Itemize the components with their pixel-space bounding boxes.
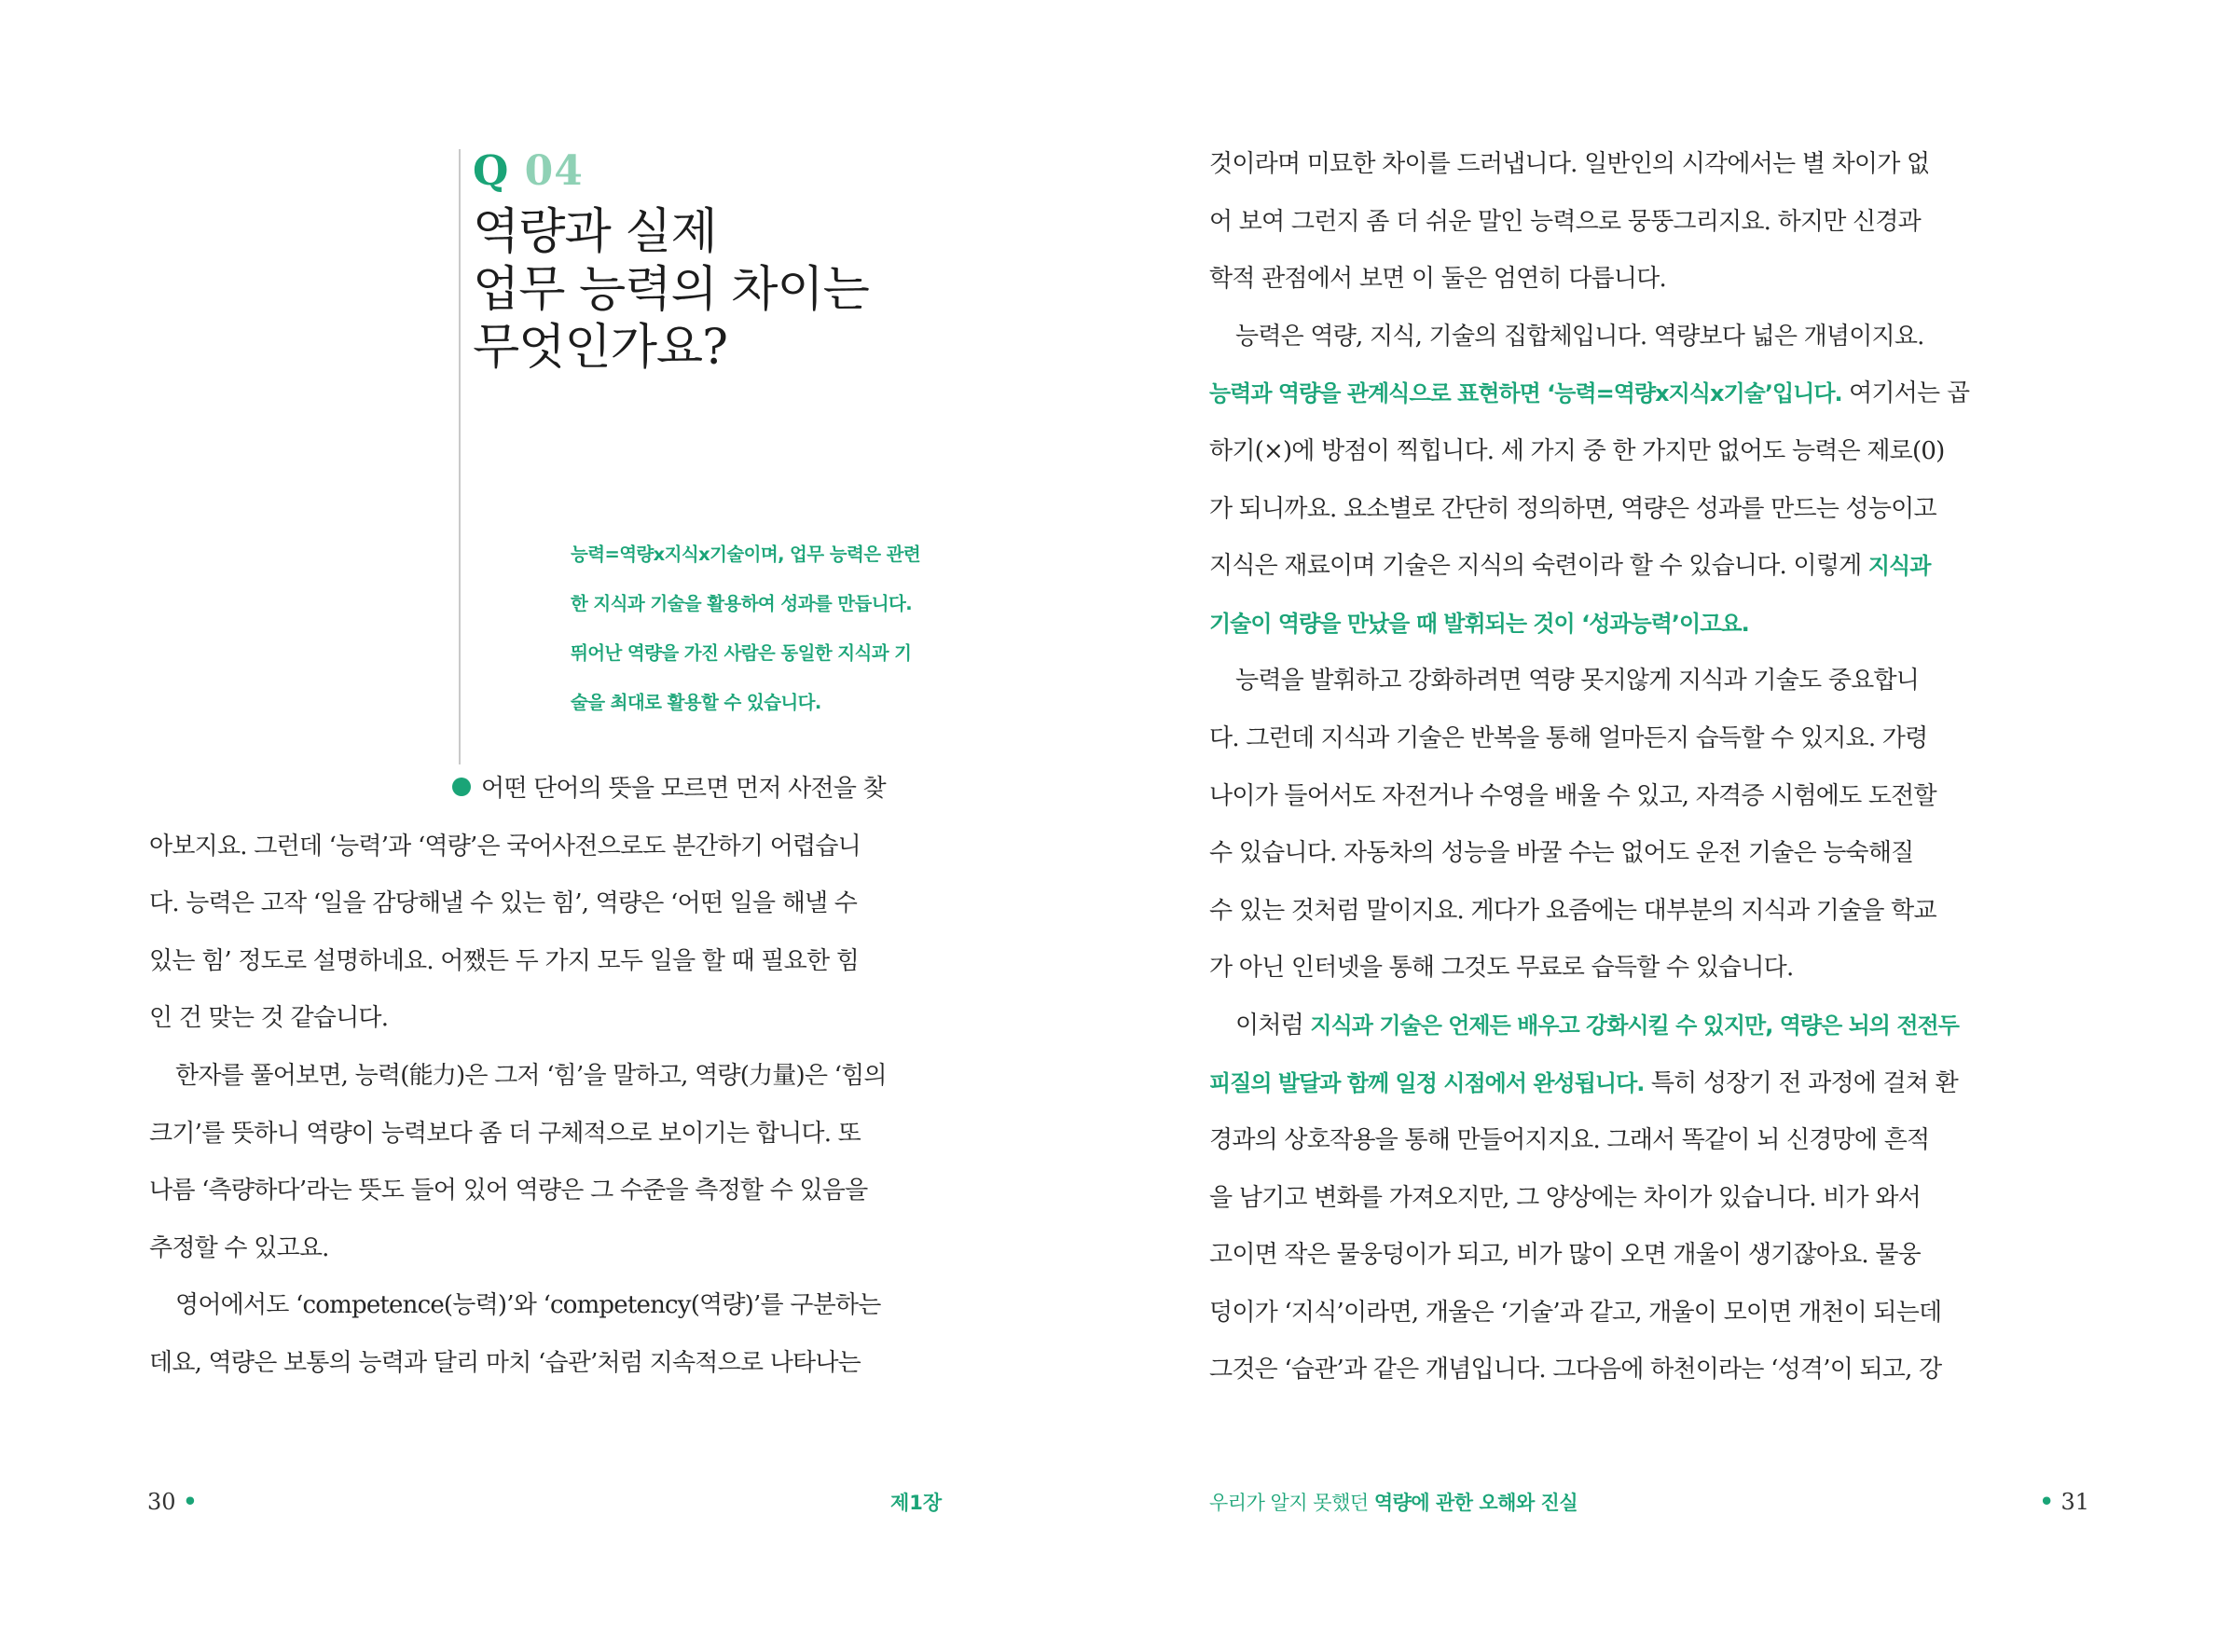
body-line [1209, 251, 2011, 309]
body-text-run: 이처럼 [1235, 1011, 1311, 1039]
body-text-run: 어 보여 그런지 좀 더 쉬운 말인 능력으로 뭉뚱그리지요. 하지만 신경과 [1209, 207, 1921, 236]
vertical-rule [459, 149, 461, 764]
body-text-run: 수 있습니다. 자동차의 성능을 바꿀 수는 없어도 운전 기술은 능숙해질 [1209, 839, 1914, 868]
body-line [1209, 998, 2011, 1055]
body-line: 영어에서도 ‘competence(능력)’와 ‘competency(역량)’를 구분하는 [175, 1291, 881, 1320]
body-line [1209, 1342, 2011, 1399]
body-text-run: 나이가 들어서도 자전거나 수영을 배울 수 있고, 자격증 시험에도 도전할 [1209, 781, 1936, 810]
body-line [1209, 194, 2011, 252]
body-text-run: 특히 성장기 전 과정에 걸쳐 환 [1644, 1068, 1958, 1097]
question-number [473, 147, 584, 195]
chapter-label: 제1장 [890, 1492, 943, 1514]
title-line: 업무 능력의 차이는 [473, 262, 869, 318]
body-line [1209, 596, 2011, 654]
highlighted-text: 능력과 역량을 관계식으로 표현하면 ‘능력=역량x지식x기술’입니다. [1209, 380, 1842, 407]
title-line: 역량과 실제 [473, 204, 717, 260]
body-line: 나름 ‘측량하다’라는 뜻도 들어 있어 역량은 그 수준을 측정할 수 있음을 [149, 1177, 868, 1205]
page-number: 30 [147, 1489, 176, 1515]
body-line [1209, 825, 2011, 883]
body-line [1209, 710, 2011, 768]
body-line: 인 건 맞는 것 같습니다. [149, 1004, 389, 1033]
page-number-left [147, 1488, 198, 1515]
body-line: 있는 힘’ 정도로 설명하네요. 어쨌든 두 가지 모두 일을 할 때 필요한 힘 [149, 946, 860, 975]
body-text-run: 가 아닌 인터넷을 통해 그것도 무료로 습득할 수 있습니다. [1209, 954, 1794, 983]
body-text-run: 가 되니까요. 요소별로 간단히 정의하면, 역량은 성과를 만드는 성능이고 [1209, 494, 1936, 523]
title-line: 무엇인가요? [473, 320, 728, 376]
highlighted-text: 지식과 기술은 언제든 배우고 강화시킬 수 있지만, 역량은 뇌의 전전두 [1310, 1012, 1959, 1039]
folio-dot-icon: • [183, 1488, 198, 1515]
body-text-run: 능력은 역량, 지식, 기술의 집합체입니다. 역량보다 넓은 개념이지요. [1235, 322, 1924, 351]
body-text-run: 것이라며 미묘한 차이를 드러냅니다. 일반인의 시각에서는 별 차이가 없 [1209, 150, 1930, 178]
running-head-bold: 역량에 관한 오해와 진실 [1373, 1492, 1578, 1514]
summary-line: 술을 최대로 활용할 수 있습니다. [571, 692, 821, 713]
body-line [1209, 1227, 2011, 1285]
question-letter: Q [473, 147, 510, 195]
highlighted-text: 기술이 역량을 만났을 때 발휘되는 것이 ‘성과능력’이고요. [1209, 610, 1749, 637]
body-line [1209, 653, 2011, 710]
body-line [1209, 538, 2011, 596]
running-head [1209, 1488, 1578, 1516]
body-text-run: 학적 관점에서 보면 이 둘은 엄연히 다릅니다. [1209, 265, 1666, 294]
body-line: 추정할 수 있고요. [149, 1233, 329, 1262]
body-text-run: 지식은 재료이며 기술은 지식의 숙련이라 할 수 있습니다. 이렇게 [1209, 552, 1868, 581]
body-text-run: 덩이가 ‘지식’이라면, 개울은 ‘기술’과 같고, 개울이 모이면 개천이 되는데 [1209, 1298, 1942, 1327]
body-text-run: 여기서는 곱 [1841, 379, 1970, 408]
body-text-run: 경과의 상호작용을 통해 만들어지지요. 그래서 똑같이 뇌 신경망에 흔적 [1209, 1126, 1930, 1155]
summary-line: 한 지식과 기술을 활용하여 성과를 만듭니다. [571, 593, 913, 614]
body-text-run: 을 남기고 변화를 가져오지만, 그 양상에는 차이가 있습니다. 비가 와서 [1209, 1183, 1921, 1212]
highlighted-text: 피질의 발달과 함께 일정 시점에서 완성됩니다. [1209, 1069, 1645, 1096]
body-line [1209, 136, 2011, 194]
running-head-light: 우리가 알지 못했던 [1209, 1492, 1374, 1514]
summary-box [571, 530, 944, 727]
summary-line: 뛰어난 역량을 가진 사람은 동일한 지식과 기 [571, 642, 912, 664]
body-line: 크기’를 뜻하니 역량이 능력보다 좀 더 구체적으로 보이기는 합니다. 또 [149, 1119, 861, 1148]
body-line [1209, 423, 2011, 481]
right-body-text [1209, 136, 2011, 1399]
body-line [1209, 309, 2011, 366]
body-line: 다. 능력은 고작 ‘일을 감당해낼 수 있는 힘’, 역량은 ‘어떤 일을 해낼 수 [149, 889, 858, 918]
body-line [1209, 1285, 2011, 1342]
right-page [1116, 0, 2232, 1652]
page-number: 31 [2060, 1489, 2089, 1515]
folio-dot-icon: • [2039, 1488, 2054, 1515]
body-line [1209, 940, 2011, 998]
body-line [1209, 768, 2011, 826]
body-line [1209, 365, 2011, 423]
body-text-run: 다. 그런데 지식과 기술은 반복을 통해 얼마든지 습득할 수 있지요. 가령 [1209, 723, 1928, 752]
body-line: 어떤 단어의 뜻을 모르면 먼저 사전을 찾 [481, 775, 886, 803]
question-title [473, 203, 869, 377]
highlighted-text: 지식과 [1867, 553, 1931, 580]
body-line: 아보지요. 그런데 ‘능력’과 ‘역량’은 국어사전으로도 분간하기 어렵습니 [149, 832, 861, 860]
summary-line: 능력=역량x지식x기술이며, 업무 능력은 관련 [571, 544, 921, 565]
body-line [1209, 883, 2011, 941]
body-line [1209, 1112, 2011, 1170]
body-line [1209, 1055, 2011, 1113]
page-number-right [2039, 1488, 2089, 1515]
body-line [1209, 481, 2011, 539]
body-line: 한자를 풀어보면, 능력(能力)은 그저 ‘힘’을 말하고, 역량(力量)은 ‘힘의 [175, 1061, 887, 1090]
body-text-run: 능력을 발휘하고 강화하려면 역량 못지않게 지식과 기술도 중요합니 [1235, 667, 1920, 695]
body-line: 데요, 역량은 보통의 능력과 달리 마치 ‘습관’처럼 지속적으로 나타나는 [149, 1348, 861, 1377]
body-text-run: 수 있는 것처럼 말이지요. 게다가 요즘에는 대부분의 지식과 기술을 학교 [1209, 896, 1936, 925]
body-line [1209, 1170, 2011, 1228]
question-digits: 04 [524, 147, 584, 195]
body-text-run: 고이면 작은 물웅덩이가 되고, 비가 많이 오면 개울이 생기잖아요. 물웅 [1209, 1241, 1921, 1270]
body-text-run: 하기(×)에 방점이 찍힙니다. 세 가지 중 한 가지만 없어도 능력은 제로(0) [1209, 436, 1945, 465]
left-body-text [149, 761, 942, 1393]
body-text-run: 그것은 ‘습관’과 같은 개념입니다. 그다음에 하천이라는 ‘성격’이 되고, 강 [1209, 1356, 1942, 1384]
